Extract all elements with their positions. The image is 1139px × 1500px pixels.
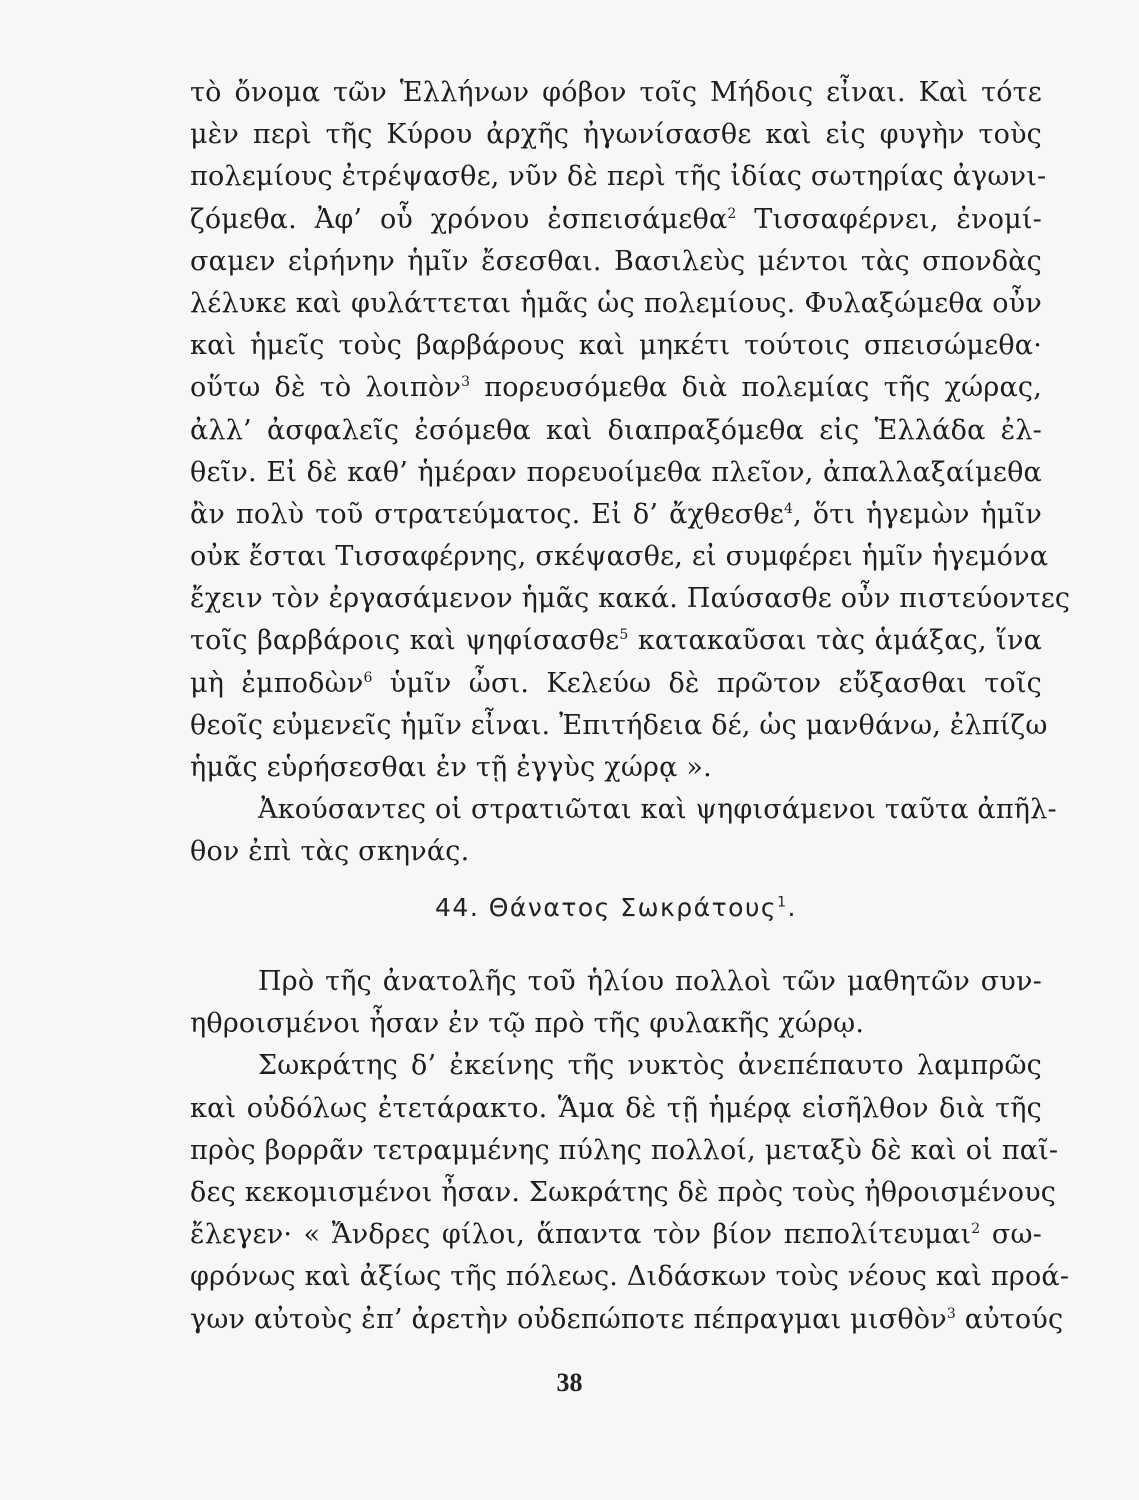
text-line [190,1299,1064,1341]
text-segment: μὴ ἐμποδὼν [190,667,364,699]
text-line: θεῖν. Εἰ δὲ καθ’ ἡμέραν πορευοίμεθα πλεῖον, ἀπαλλαξαίμεθα [190,456,1042,488]
text-segment: γων αὐτοὺς ἐπ’ ἀρετὴν οὐδεπώποτε πέπραγμαι μισθὸν [190,1303,947,1335]
text-segment: ἂν πολὺ τοῦ στρατεύματος. Εἰ δ’ ἄχθεσθε [190,498,784,530]
text-block-lower [190,961,1070,1341]
footnote-marker: 4 [783,500,794,517]
text-block-upper [190,72,1071,874]
text-segment: ὑμῖν ὦσι. Κελεύω δὲ πρῶτον εὔξασθαι τοῖς [372,667,1042,699]
text-segment: , ὅτι ἡγεμὼν ἡμῖν [793,498,1042,530]
text-line [190,620,1042,662]
text-line [190,663,1042,705]
text-segment: τοῖς βαρβάροις καὶ ψηφίσασθε [190,625,620,657]
text-line [190,494,1042,536]
text-line: σαμεν εἰρήνην ἡμῖν ἔσεσθαι. Βασιλεὺς μέντοι τὰς σπονδὰς [190,245,1042,277]
text-line: θεοῖς εὐμενεῖς ἡμῖν εἶναι. Ἐπιτήδεια δέ, ὡς μανθάνω, ἐλπίζω [190,709,1048,741]
footnote-marker: 6 [363,669,373,686]
heading-period: . [787,893,797,922]
footnote-marker: 5 [619,627,629,644]
text-line [190,199,1042,241]
text-line: ηθροισμένοι ἦσαν ἐν τῷ πρὸ τῆς φυλακῆς χώρῳ. [190,1008,865,1040]
text-segment: ζόμεθα. Ἀφ’ οὗ χρόνου ἐσπεισάμεθα [190,203,728,235]
text-line: οὐκ ἔσται Τισσαφέρνης, σκέψασθε, εἰ συμφέρει ἡμῖν ἡγεμόνα [190,541,1049,573]
paragraph-start-line: Σωκράτης δ’ ἐκείνης τῆς νυκτὸς ἀνεπέπαυτο λαμπρῶς [258,1050,1042,1082]
text-line: λέλυκε καὶ φυλάττεται ἡμᾶς ὡς πολεμίους. Φυλαξώμεθα οὖν [190,287,1042,319]
text-line: δες κεκομισμένοι ἦσαν. Σωκράτης δὲ πρὸς τοὺς ἠθροισμένους [190,1176,1057,1208]
text-segment: πορευσόμεθα διὰ πολεμίας τῆς χώρας, [470,372,1042,404]
text-line: ἡμᾶς εὑρήσεσθαι ἐν τῇ ἐγγὺς χώρᾳ ». [190,752,712,783]
section-heading [190,888,1042,928]
footnote-marker: 2 [727,205,737,222]
text-line: μὲν περὶ τῆς Κύρου ἀρχῆς ἠγωνίσασθε καὶ εἰς φυγὴν τοὺς [190,119,1042,151]
text-segment: σω- [980,1219,1042,1251]
text-segment: οὕτω δὲ τὸ λοιπὸν [190,372,462,404]
page-number: 38 [556,1368,583,1397]
text-line: πολεμίους ἐτρέψασθε, νῦν δὲ περὶ τῆς ἰδίας σωτηρίας ἀγωνι- [190,161,1047,193]
footnote-marker: 3 [461,374,471,391]
paragraph-start-line: Ἀκούσαντες οἱ στρατιῶται καὶ ψηφισάμενοι ταῦτα ἀπῆλ- [258,794,1057,826]
text-segment: Τισσαφέρνει, ἐνομί- [736,203,1043,235]
paragraph-start-line: Πρὸ τῆς ἀνατολῆς τοῦ ἡλίου πολλοὶ τῶν μαθητῶν συν- [258,966,1042,997]
text-segment: αὐτούς [955,1303,1064,1335]
text-segment: κατακαῦσαι τὰς ἁμάξας, ἵνα [628,625,1043,657]
footnote-marker: 1 [777,894,788,911]
footnote-marker: 3 [946,1305,956,1322]
text-segment: ἔλεγεν· « Ἄνδρες φίλοι, ἅπαντα τὸν βίον πεπολίτευμαι [190,1219,972,1251]
footnote-marker: 2 [971,1221,981,1238]
text-line: φρόνως καὶ ἀξίως τῆς πόλεως. Διδάσκων τοὺς νέους καὶ προά- [190,1261,1070,1293]
text-line: τὸ ὄνομα τῶν Ἑλλήνων φόβον τοῖς Μήδοις εἶναι. Καὶ τότε [190,77,1042,108]
text-line: καὶ ἡμεῖς τοὺς βαρβάρους καὶ μηκέτι τούτοις σπεισώμεθα· [190,330,1042,362]
text-line: καὶ οὐδόλως ἐτετάρακτο. Ἅμα δὲ τῇ ἡμέρᾳ εἰσῆλθον διὰ τῆς [190,1092,1042,1124]
text-line: πρὸς βορρᾶν τετραμμένης πύλης πολλοί, μεταξὺ δὲ καὶ οἱ παῖ- [190,1134,1059,1166]
heading-text: 44. Θάνατος Σωκράτους [435,893,778,922]
text-line [190,1214,1042,1256]
text-line: θον ἐπὶ τὰς σκηνάς. [190,836,470,868]
text-line [190,367,1042,409]
text-line: ἔχειν τὸν ἐργασάμενον ἡμᾶς κακά. Παύσασθε οὖν πιστεύοντες [190,583,1071,615]
text-line: ἀλλ’ ἀσφαλεῖς ἐσόμεθα καὶ διαπραξόμεθα εἰς Ἑλλάδα ἐλ- [190,414,1042,446]
